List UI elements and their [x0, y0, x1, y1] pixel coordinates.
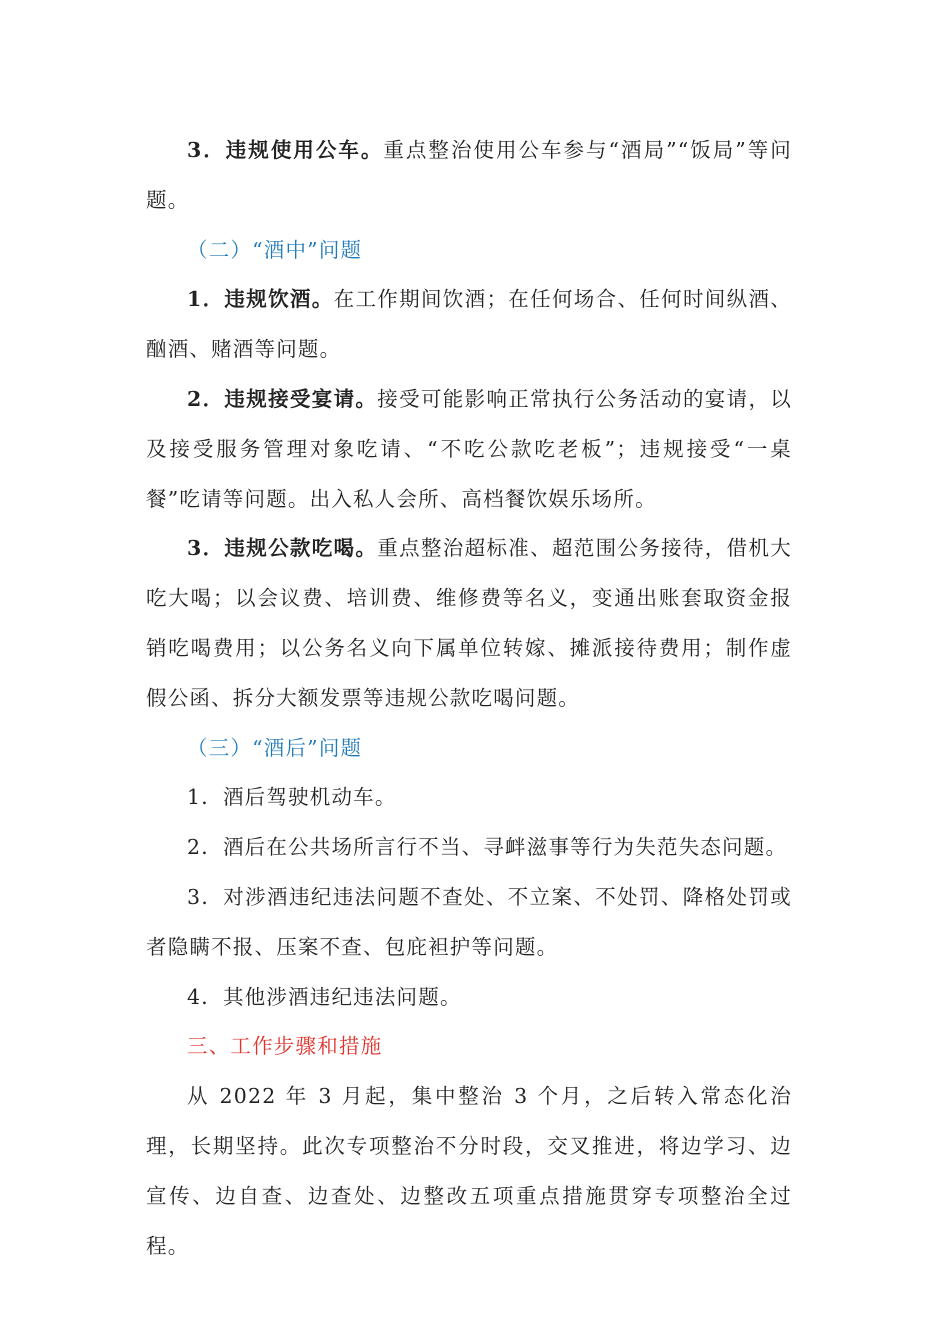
paragraph-lead: 3．违规使用公车。	[187, 138, 384, 162]
paragraph-timeline	[146, 1072, 792, 1271]
paragraph-lead: 2．违规接受宴请。	[187, 386, 378, 411]
section-heading-steps	[146, 1022, 792, 1072]
list-item-no-investigation	[146, 873, 792, 973]
paragraph-text: 在工作期间饮酒；在任何场合、任何时间纵酒、酗酒、赌酒等问题。	[146, 287, 792, 362]
document-body	[146, 126, 792, 1271]
paragraph-text: 4．其他涉酒违纪违法问题。	[187, 984, 462, 1009]
heading-text: （三）“酒后”问题	[187, 735, 363, 760]
paragraph-text: 从 2022 年 3 月起，集中整治 3 个月，之后转入常态化治理，长期坚持。此次专项整治不分时段，交叉推进，将边学习、边宣传、边自查、边查处、边整改五项重点措施贯穿专项整治全过程。	[146, 1084, 792, 1258]
list-item-drunk-driving	[146, 773, 792, 823]
paragraph-banquet	[146, 375, 792, 524]
heading-text: （二）“酒中”问题	[187, 237, 363, 262]
paragraph-illegal-drinking	[146, 275, 792, 375]
heading-text: 三、工作步骤和措施	[187, 1034, 383, 1059]
section-heading-after-drinking	[146, 724, 792, 774]
paragraph-text: 重点整治使用公车参与“酒局”“饭局”等问题。	[146, 138, 792, 212]
list-item-misconduct	[146, 823, 792, 873]
paragraph-lead: 1．违规饮酒。	[187, 287, 334, 312]
paragraph-public-funds	[146, 524, 792, 723]
paragraph-text: 接受可能影响正常执行公务活动的宴请，以及接受服务管理对象吃请、“不吃公款吃老板”；违规接受“一桌餐”吃请等问题。出入私人会所、高档餐饮娱乐场所。	[146, 386, 792, 511]
section-heading-during-drinking	[146, 226, 792, 276]
paragraph-text: 1．酒后驾驶机动车。	[187, 785, 397, 810]
paragraph-text: 3．对涉酒违纪违法问题不查处、不立案、不处罚、降格处罚或者隐瞒不报、压案不查、包庇袒护等问题。	[146, 884, 792, 959]
paragraph-text: 重点整治超标准、超范围公务接待，借机大吃大喝；以会议费、培训费、维修费等名义，变通出账套取资金报销吃喝费用；以公务名义向下属单位转嫁、摊派接待费用；制作虚假公函、拆分大额发票等违规公款吃喝问题。	[146, 536, 792, 710]
list-item-other	[146, 973, 792, 1023]
paragraph-public-car	[146, 126, 792, 226]
paragraph-text: 2．酒后在公共场所言行不当、寻衅滋事等行为失范失态问题。	[187, 835, 788, 860]
paragraph-lead: 3．违规公款吃喝。	[187, 536, 378, 561]
